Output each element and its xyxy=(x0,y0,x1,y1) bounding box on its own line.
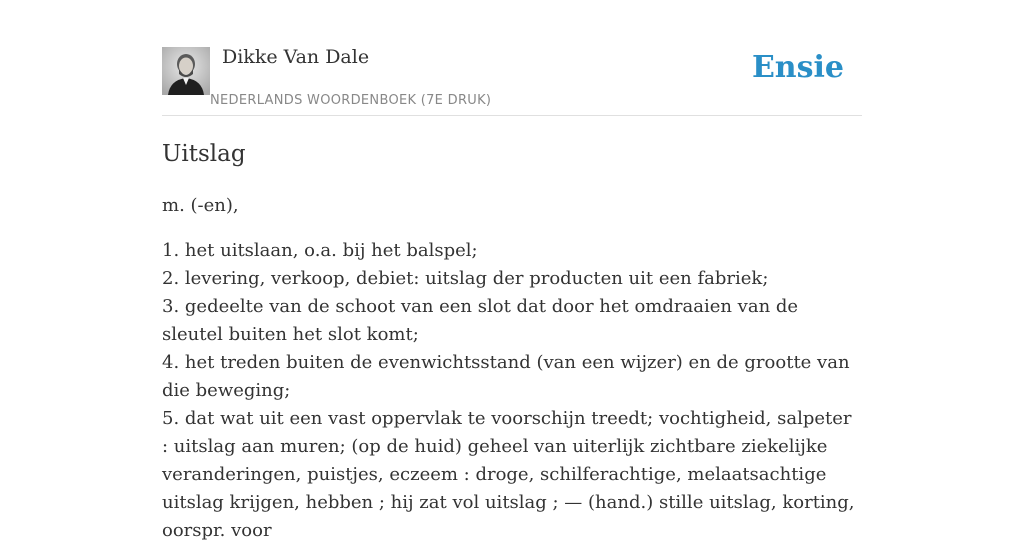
sense-item: 1. het uitslaan, o.a. bij het balspel; xyxy=(162,240,478,261)
ensie-logo[interactable]: Ensie xyxy=(751,50,844,85)
portrait-photo-graphic xyxy=(162,47,210,95)
entry-title: Uitslag xyxy=(162,141,246,167)
sense-item: 4. het treden buiten de evenwichtsstand (van een wijzer) en de grootte van die beweging; xyxy=(162,352,850,401)
author-name[interactable]: Dikke Van Dale xyxy=(222,46,370,68)
entry-content xyxy=(162,138,862,545)
sense-item: 2. levering, verkoop, debiet: uitslag der producten uit een fabriek; xyxy=(162,268,769,289)
sense-item: 3. gedeelte van de schoot van een slot dat door het omdraaien van de sleutel buiten het slot komt; xyxy=(162,296,799,345)
grammar-info: m. (-en), xyxy=(162,195,239,216)
entry-header xyxy=(162,44,862,116)
sense-item: 5. dat wat uit een vast oppervlak te voorschijn treedt; vochtigheid, salpeter : uitslag aan muren; (op de huid) geheel van uiterlijk zichtbare ziekelijke veranderingen, puistjes, eczeem : droge, schilferachtige, melaatsachtige uitslag krijgen, hebben ; hij zat vol uitslag ; — (hand.) stille uitslag, korting, oorspr. voor xyxy=(162,408,855,541)
portrait-photo-icon[interactable] xyxy=(162,47,210,95)
sense-list xyxy=(162,237,862,545)
source-title-link[interactable]: NEDERLANDS WOORDENBOEK (7E DRUK) xyxy=(210,93,492,108)
